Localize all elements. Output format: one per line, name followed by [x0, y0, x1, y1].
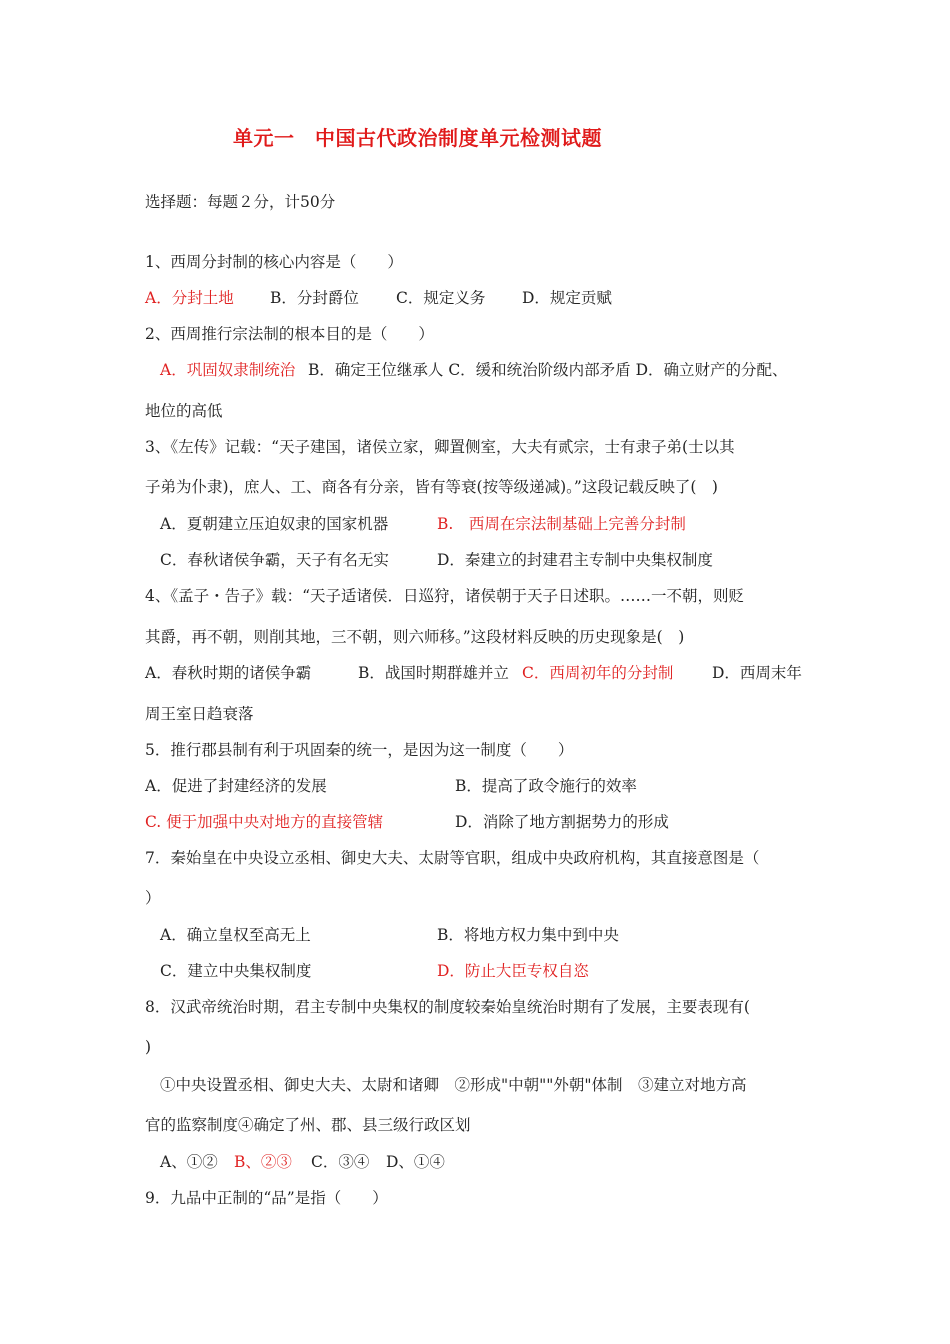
q5-option-c: C. 便于加强中央对地方的直接管辖: [145, 813, 384, 831]
question-4-stem-line1: 4、《孟子・告子》载：“天子适诸侯．日巡狩，诸侯朝于天子日述职。……一不朝，则贬: [145, 587, 745, 605]
question-4-stem-line2: 其爵，再不朝，则削其地，三不朝，则六师移。”这段材料反映的历史现象是( ): [145, 628, 685, 646]
q7-option-b: B．将地方权力集中到中央: [437, 926, 619, 944]
section-intro: 选择题：每题２分，计50分: [145, 193, 336, 211]
question-8-stem-line2: ): [145, 1038, 152, 1056]
question-7-stem-line2: ）: [145, 889, 161, 907]
q5-option-d: D．消除了地方割据势力的形成: [455, 813, 669, 831]
q8-items-line2: 官的监察制度④确定了州、郡、县三级行政区划: [145, 1116, 471, 1134]
q3-option-b: B. 西周在宗法制基础上完善分封制: [437, 515, 686, 533]
question-3-stem-line2: 子弟为仆隶)，庶人、工、商各有分亲，皆有等衰(按等级递减)。”这段记载反映了( ): [145, 478, 718, 496]
q4-option-a: A．春秋时期的诸侯争霸: [145, 664, 312, 682]
q4-option-b: B．战国时期群雄并立: [358, 664, 509, 682]
q7-option-c: C．建立中央集权制度: [160, 962, 312, 980]
q4-option-c: C．西周初年的分封制: [522, 664, 674, 682]
q5-option-b: B．提高了政令施行的效率: [455, 777, 637, 795]
q3-option-d: D．秦建立的封建君主专制中央集权制度: [437, 551, 713, 569]
q5-option-a: A．促进了封建经济的发展: [145, 777, 327, 795]
q8-option-c: C．③④: [311, 1153, 370, 1171]
question-3-stem-line1: 3、《左传》记载：“天子建国，诸侯立家，卿置侧室，大夫有贰宗，士有隶子弟(士以其: [145, 438, 735, 456]
page-title: 单元一 中国古代政治制度单元检测试题: [233, 126, 602, 150]
q1-option-c: C．规定义务: [396, 289, 486, 307]
q1-option-b: B．分封爵位: [270, 289, 359, 307]
q2-option-a: A．巩固奴隶制统治: [160, 361, 296, 379]
q7-option-a: A．确立皇权至高无上: [160, 926, 311, 944]
q8-items-line1: ①中央设置丞相、御史大夫、太尉和诸卿 ②形成"中朝""外朝"体制 ③建立对地方高: [160, 1076, 747, 1094]
question-9-stem: 9．九品中正制的“品”是指（ ）: [145, 1189, 388, 1207]
q8-option-b: B、②③: [234, 1153, 292, 1171]
q4-option-d: D．西周末年: [712, 664, 802, 682]
q2-options-rest: B．确定王位继承人 C．缓和统治阶级内部矛盾 D．确立财产的分配、: [308, 361, 788, 379]
q1-option-a: A．分封土地: [145, 289, 234, 307]
q8-option-d: D、①④: [386, 1153, 445, 1171]
question-5-stem: 5．推行郡县制有利于巩固秦的统一，是因为这一制度（ ）: [145, 741, 574, 759]
q2-continuation: 地位的高低: [145, 402, 223, 420]
q1-option-d: D．规定贡赋: [522, 289, 612, 307]
question-2-stem: 2、西周推行宗法制的根本目的是（ ）: [145, 325, 434, 343]
question-8-stem-line1: 8．汉武帝统治时期，君主专制中央集权的制度较秦始皇统治时期有了发展，主要表现有(: [145, 998, 750, 1016]
q3-option-c: C．春秋诸侯争霸，天子有名无实: [160, 551, 389, 569]
question-1-stem: 1、西周分封制的核心内容是（ ）: [145, 253, 403, 271]
q7-option-d: D．防止大臣专权自恣: [437, 962, 589, 980]
q8-option-a: A、①②: [160, 1153, 218, 1171]
q4-continuation: 周王室日趋衰落: [145, 705, 254, 723]
q3-option-a: A．夏朝建立压迫奴隶的国家机器: [160, 515, 389, 533]
question-7-stem-line1: 7．秦始皇在中央设立丞相、御史大夫、太尉等官职，组成中央政府机构，其直接意图是（: [145, 849, 760, 867]
